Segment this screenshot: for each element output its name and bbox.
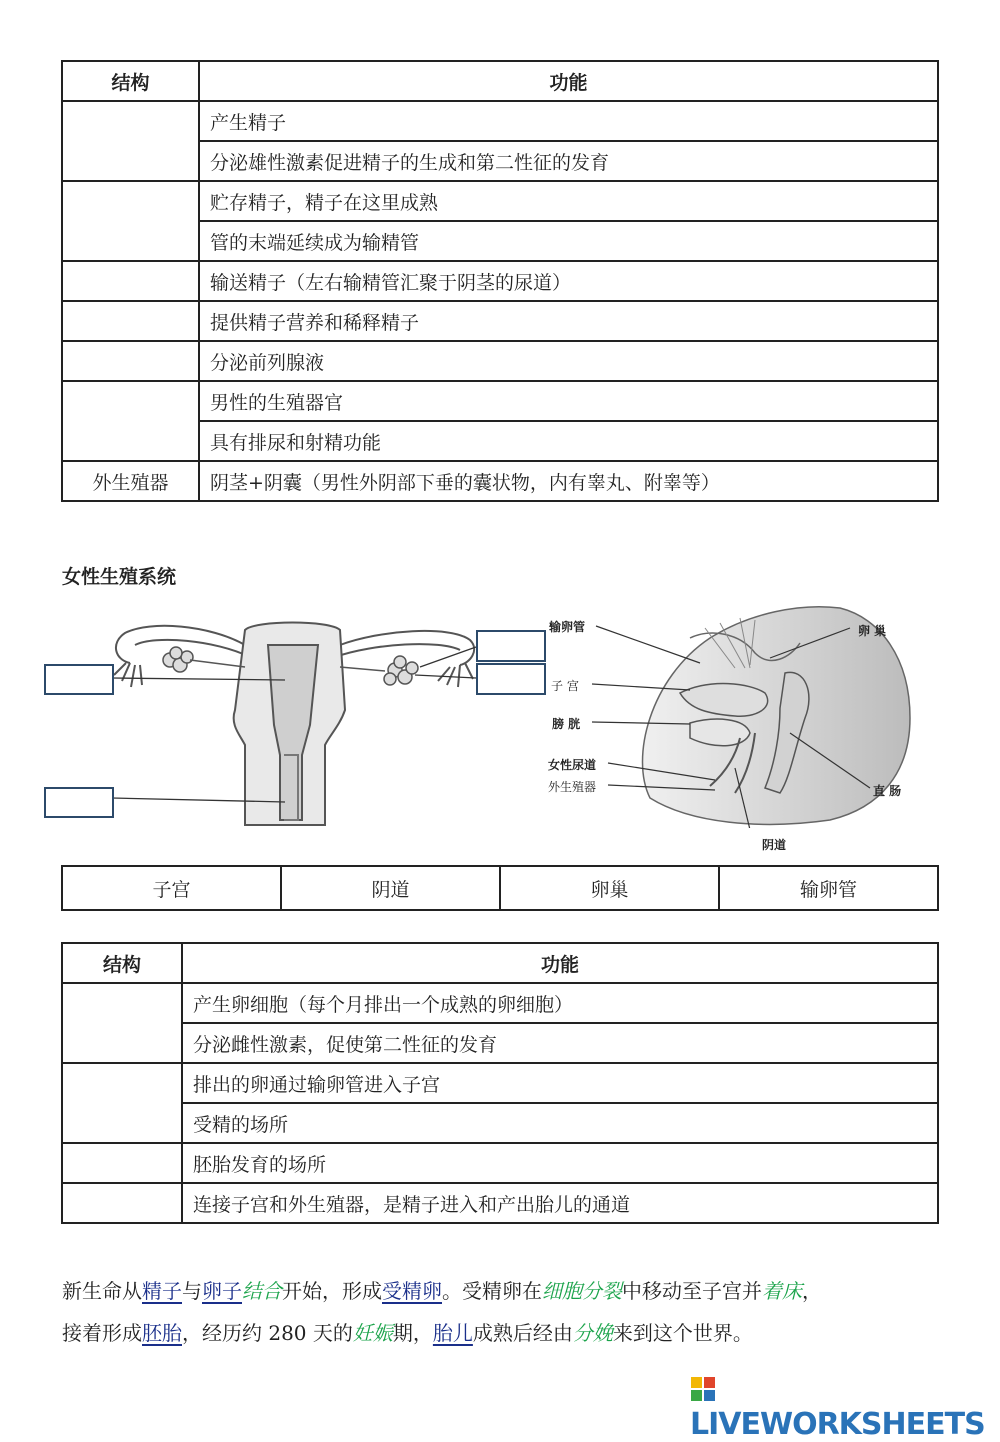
table-row — [62, 261, 938, 301]
function-cell: 管的末端延续成为输精管 — [199, 221, 938, 261]
table-row — [62, 301, 938, 341]
table-row — [62, 341, 938, 381]
function-cell: 阴茎+阴囊（男性外阴部下垂的囊状物，内有睾丸、附睾等） — [199, 461, 938, 501]
structure-answer-cell[interactable] — [62, 381, 199, 461]
word-bank-item[interactable]: 子宫 — [62, 866, 281, 910]
summary-text: 中移动至子宫并 — [622, 1279, 762, 1303]
liveworksheets-logo — [690, 1372, 1000, 1442]
table-row — [62, 1103, 938, 1143]
summary-text: ， — [802, 1279, 822, 1303]
female-function-table — [61, 942, 939, 1224]
label-ovary: 卵 巢 — [858, 624, 887, 638]
function-header: 功能 — [199, 61, 938, 101]
label-urethra: 女性尿道 — [548, 758, 597, 772]
structure-answer-cell[interactable] — [62, 261, 199, 301]
logo-text: LIVEWORKSHEETS — [690, 1407, 985, 1442]
function-cell: 分泌雌性激素，促使第二性征的发育 — [182, 1023, 938, 1063]
table-row — [62, 381, 938, 421]
function-cell: 分泌雄性激素促进精子的生成和第二性征的发育 — [199, 141, 938, 181]
label-external: 外生殖器 — [548, 780, 597, 794]
diagram-answer-box-left-top[interactable] — [44, 664, 114, 695]
label-vagina: 阴道 — [762, 838, 787, 852]
summary-text: 期， — [392, 1321, 433, 1345]
label-bladder: 膀 胱 — [552, 717, 581, 731]
hint-pregnancy: 妊娠 — [352, 1321, 393, 1345]
structure-answer-cell[interactable] — [62, 181, 199, 261]
male-function-table — [61, 60, 939, 502]
table-row — [62, 461, 938, 501]
function-cell: 提供精子营养和稀释精子 — [199, 301, 938, 341]
hint-implantation: 着床 — [762, 1279, 802, 1303]
summary-text: 与 — [182, 1279, 202, 1303]
structure-answer-cell[interactable] — [62, 341, 199, 381]
table-row — [62, 101, 938, 141]
hint-fertilization: 结合 — [242, 1279, 282, 1303]
diagram-answer-box-right-top[interactable] — [476, 630, 546, 662]
function-cell: 产生卵细胞（每个月排出一个成熟的卵细胞） — [182, 983, 938, 1023]
label-uterus: 子 宫 — [551, 679, 579, 693]
answer-embryo[interactable]: 胚胎 — [142, 1321, 182, 1345]
structure-answer-cell[interactable] — [62, 983, 182, 1063]
word-bank — [61, 865, 939, 911]
section-title: 女性生殖系统 — [62, 566, 177, 588]
function-header: 功能 — [182, 943, 938, 983]
table-row — [62, 1183, 938, 1223]
answer-egg[interactable]: 卵子 — [202, 1279, 242, 1303]
diagram-answer-box-left-bottom[interactable] — [44, 787, 114, 818]
diagram-answer-box-right-bottom[interactable] — [476, 663, 546, 695]
function-cell: 胚胎发育的场所 — [182, 1143, 938, 1183]
table-header-row — [62, 61, 938, 101]
table-header-row — [62, 943, 938, 983]
structure-answer-cell[interactable] — [62, 1143, 182, 1183]
hint-childbirth: 分娩 — [572, 1321, 613, 1345]
word-bank-item[interactable]: 输卵管 — [719, 866, 938, 910]
label-rectum: 直 肠 — [873, 784, 902, 798]
hint-cell-division: 细胞分裂 — [542, 1279, 622, 1303]
table-row — [62, 1023, 938, 1063]
structure-answer-cell[interactable] — [62, 1063, 182, 1143]
word-bank-item[interactable]: 阴道 — [281, 866, 500, 910]
answer-fetus[interactable]: 胎儿 — [432, 1321, 473, 1345]
summary-text: 新生命从 — [62, 1279, 142, 1303]
table-row — [62, 1143, 938, 1183]
structure-answer-cell[interactable] — [62, 301, 199, 341]
function-cell: 产生精子 — [199, 101, 938, 141]
function-cell: 输送精子（左右输精管汇聚于阴茎的尿道） — [199, 261, 938, 301]
function-cell: 具有排尿和射精功能 — [199, 421, 938, 461]
summary-text: 接着形成 — [62, 1321, 142, 1345]
answer-zygote[interactable]: 受精卵 — [382, 1279, 442, 1303]
logo-icon — [690, 1376, 716, 1402]
summary-text: 。受精卵在 — [442, 1279, 542, 1303]
table-row — [62, 983, 938, 1023]
function-cell: 连接子宫和外生殖器，是精子进入和产出胎儿的通道 — [182, 1183, 938, 1223]
table-row — [62, 181, 938, 221]
summary-text: 成熟后经由 — [472, 1321, 573, 1345]
structure-answer-cell[interactable] — [62, 101, 199, 181]
summary-text: ，经历约 280 天的 — [182, 1321, 353, 1345]
function-cell: 受精的场所 — [182, 1103, 938, 1143]
uterus-diagram — [40, 605, 545, 835]
function-cell: 男性的生殖器官 — [199, 381, 938, 421]
function-cell: 排出的卵通过输卵管进入子宫 — [182, 1063, 938, 1103]
word-bank-item[interactable]: 卵巢 — [500, 866, 719, 910]
summary-paragraph — [62, 1270, 952, 1354]
summary-text: 开始，形成 — [282, 1279, 382, 1303]
summary-text: 来到这个世界。 — [612, 1321, 753, 1345]
structure-answer-cell[interactable] — [62, 1183, 182, 1223]
function-cell: 分泌前列腺液 — [199, 341, 938, 381]
structure-cell: 外生殖器 — [62, 461, 199, 501]
answer-sperm[interactable]: 精子 — [142, 1279, 182, 1303]
table-row — [62, 1063, 938, 1103]
function-cell: 贮存精子，精子在这里成熟 — [199, 181, 938, 221]
structure-header: 结构 — [62, 943, 182, 983]
structure-header: 结构 — [62, 61, 199, 101]
label-oviduct: 输卵管 — [549, 620, 586, 634]
